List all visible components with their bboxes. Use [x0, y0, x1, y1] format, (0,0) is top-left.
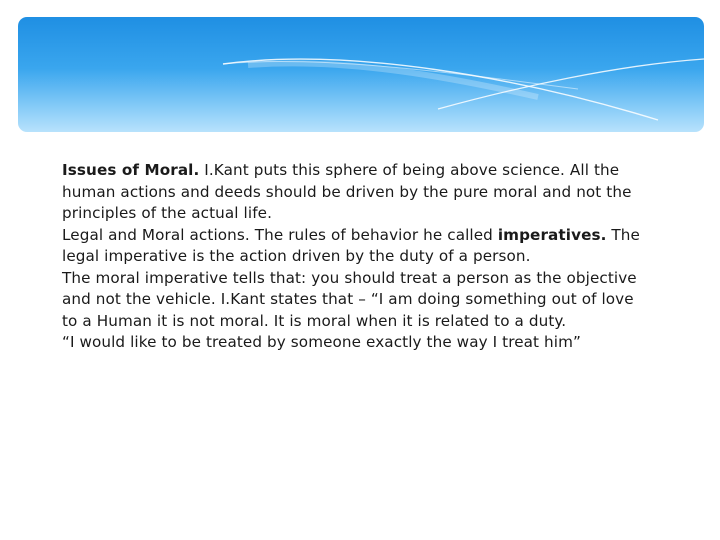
heading-issues-of-moral: Issues of Moral. [62, 161, 200, 179]
banner-swoosh-lines [18, 17, 704, 132]
body-text [62, 160, 642, 354]
emphasis-imperatives: imperatives. [497, 225, 607, 244]
header-banner [18, 17, 704, 132]
paragraph-moral-imperative [62, 268, 642, 333]
paragraph-quote [62, 332, 642, 354]
paragraph-text: I.Kant puts this sphere of being above science. All the human actions and deeds should be driven by the pure moral and not the principles of the actual life. [62, 161, 632, 222]
paragraph-text: The moral imperative tells that: you should treat a person as the objective and not the vehicle. I.Kant states that – “I am doing something out of love to a Human it is not moral. It is moral when it is related to a duty. [62, 268, 637, 330]
quote-text: “I would like to be treated by someone exactly the way I treat him” [62, 333, 581, 351]
paragraph-issues-of-moral [62, 160, 642, 225]
paragraph-text: Legal and Moral actions. The rules of behavior he called [62, 225, 498, 244]
paragraph-legal-moral-actions [62, 225, 642, 268]
paragraph-text: The legal imperative is the action driven by the duty of a person. [62, 225, 640, 265]
